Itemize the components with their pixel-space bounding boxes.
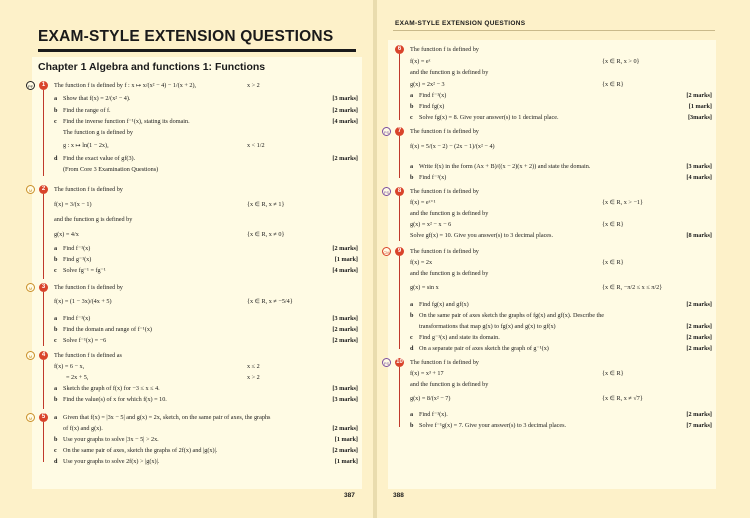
domain-condition: {x ∈ R} <box>602 370 624 377</box>
part-text: Find the value(s) of x for which f(x) = 10. <box>63 396 167 403</box>
domain-condition: {x ∈ R, x ≠ 0} <box>247 231 285 238</box>
tag-m-icon: M <box>26 413 35 422</box>
domain-condition: {x ∈ R, x > −1} <box>602 199 643 206</box>
part-text: Find fg(x) <box>419 103 445 110</box>
marks-label: [2 marks] <box>332 337 358 344</box>
part-text: Show that f(x) = 2/(x² − 4). <box>63 95 131 102</box>
marks-label: [1 mark] <box>334 458 358 465</box>
part-b <box>410 423 566 429</box>
domain-condition: {x ∈ R} <box>602 221 624 228</box>
function-definition: g : x ↦ ln(1 − 2x), <box>63 142 109 149</box>
question-rule <box>399 256 400 349</box>
part-text: Solve f⁻¹g(x) = 7. Give your answer(s) to 3 decimal places. <box>419 422 567 429</box>
marks-label: [2 marks] <box>332 425 358 432</box>
question-rule <box>399 136 400 178</box>
question-text: and the function g is defined by <box>410 210 489 217</box>
question-rule <box>399 54 400 120</box>
function-definition: f(x) = eˣ <box>410 58 431 65</box>
part-label: b <box>54 326 58 333</box>
part-text: Find f⁻¹(x) <box>419 174 447 181</box>
part-label: b <box>410 422 414 429</box>
part-text: transformations that map g(x) to fg(x) and g(x) to gf(x) <box>419 323 556 330</box>
part-label: b <box>410 312 414 319</box>
function-definition: f(x) = 5/(x − 2) − (2x − 1)/(x² − 4) <box>410 143 495 150</box>
question-text: The function f is defined by <box>410 46 479 53</box>
marks-label: [1 mark] <box>334 436 358 443</box>
domain-condition: {x ∈ R, −π/2 ≤ x ≤ π/2} <box>602 284 663 291</box>
tag-m-icon: M <box>26 283 35 292</box>
page-number-right: 388 <box>393 492 404 499</box>
part-text: Find g⁻¹(x) and state its domain. <box>419 334 500 341</box>
domain-condition: {x ∈ R, x ≠ √7} <box>602 395 643 402</box>
part-text: Sketch the graph of f(x) for −3 ≤ x ≤ 4. <box>63 385 160 392</box>
question-text: The function f is defined as <box>54 352 122 359</box>
part-label: a <box>410 92 414 99</box>
part-label: a <box>410 163 414 170</box>
tag-cm-icon: CM <box>382 247 391 256</box>
marks-label: [2 marks] <box>686 92 712 99</box>
question-text: The function f is defined by <box>410 248 479 255</box>
part-label: b <box>54 107 58 114</box>
domain-condition: {x ∈ R, x ≠ −5/4} <box>247 298 293 305</box>
question-text: The function f is defined by <box>410 359 479 366</box>
part-b <box>410 104 444 110</box>
marks-label: [3marks] <box>687 114 712 121</box>
part-label: c <box>54 447 57 454</box>
part-a <box>410 412 448 418</box>
marks-label: [2 marks] <box>686 334 712 341</box>
part-c <box>410 335 500 341</box>
part-text: Solve f⁻¹(x) = −6 <box>63 337 107 344</box>
part-text: Find g⁻¹(x) <box>63 256 92 263</box>
question-rule <box>399 367 400 427</box>
function-definition: g(x) = sin x <box>410 284 439 291</box>
domain-condition: {x ∈ R, x > 0} <box>602 58 640 65</box>
question-number: 6 <box>395 45 404 54</box>
questions-panel-right <box>383 40 716 489</box>
domain-condition: {x ∈ R, x ≠ 1} <box>247 201 285 208</box>
part-label: d <box>54 155 58 162</box>
marks-label: [2 marks] <box>332 245 358 252</box>
question-number: 10 <box>396 359 403 365</box>
part-label: a <box>54 315 58 322</box>
function-definition: f(x) = 3/(x − 1) <box>54 201 92 208</box>
part-text: Find f⁻¹(x) <box>63 245 91 252</box>
marks-label: [3 marks] <box>332 95 358 102</box>
domain-condition: {x ∈ R} <box>602 259 624 266</box>
part-label: a <box>54 245 58 252</box>
part-label: b <box>410 103 414 110</box>
part-label: c <box>54 337 57 344</box>
marks-label: [2 marks] <box>332 155 358 162</box>
domain-condition: x > 2 <box>247 82 260 89</box>
marks-label: [3 marks] <box>332 385 358 392</box>
tag-ps-icon: PS <box>382 187 391 196</box>
part-label: b <box>54 396 58 403</box>
part-text: Find f⁻¹(x) <box>63 315 91 322</box>
question-number: 9 <box>395 247 404 256</box>
tag-ps-icon: PS <box>382 358 391 367</box>
marks-label: [4 marks] <box>686 174 712 181</box>
tag-ps-icon: PS <box>382 127 391 136</box>
marks-label: [3 marks] <box>686 163 712 170</box>
part-text: of f(x) and g(x). <box>63 425 103 432</box>
function-definition: g(x) = x² − x − 6 <box>410 221 452 228</box>
question-number: 2 <box>39 185 48 194</box>
marks-label: [2 marks] <box>332 326 358 333</box>
part-label: d <box>410 345 414 352</box>
part-label: b <box>54 436 58 443</box>
part-text: Solve fg⁻¹ = fg⁻¹ <box>63 267 106 274</box>
question-text: and the function g is defined by <box>410 69 489 76</box>
marks-label: [4 marks] <box>332 267 358 274</box>
part-label: a <box>54 385 58 392</box>
part-text: Find the domain and range of f⁻¹(x) <box>63 326 152 333</box>
part-label: b <box>54 256 58 263</box>
function-definition: f(x) = 6 − x, <box>54 363 85 370</box>
marks-label: [2 marks] <box>686 411 712 418</box>
part-text: On the same pair of axes sketch the graphs of fg(x) and gf(x). Describe the <box>419 312 605 319</box>
part-label: a <box>54 414 58 421</box>
question-number: 8 <box>395 187 404 196</box>
part-label: a <box>410 411 414 418</box>
page-title: EXAM-STYLE EXTENSION QUESTIONS <box>38 28 334 45</box>
question-text: and the function g is defined by <box>54 216 133 223</box>
part-label: c <box>410 334 413 341</box>
function-definition: f(x) = eˣ⁺¹ <box>410 199 436 206</box>
domain-condition: x < 1/2 <box>247 142 265 149</box>
part-text: Use your graphs to solve |3x − 5| > 2x. <box>63 436 159 443</box>
part-b <box>410 313 604 319</box>
part-text: On a separate pair of axes sketch the graph of g⁻¹(x) <box>419 345 549 352</box>
part-text: Find the inverse function f⁻¹(x), stating its domain. <box>63 118 190 125</box>
running-head: EXAM-STYLE EXTENSION QUESTIONS <box>395 20 526 27</box>
function-definition: f(x) = 2x <box>410 259 433 266</box>
domain-condition: x > 2 <box>247 374 260 381</box>
marks-label: [3 marks] <box>332 396 358 403</box>
part-text: On the same pair of axes, sketch the graphs of 2f(x) and |g(x)|. <box>63 447 218 454</box>
part-text: Solve fg(x) = 8. Give your answer(s) to 1 decimal place. <box>419 114 559 121</box>
function-definition: = 2x + 5, <box>66 374 89 381</box>
part-text: Given that f(x) = |3x − 5| and g(x) = 2x, sketch, on the same pair of axes, the graphs <box>63 414 271 421</box>
question-number: 4 <box>39 351 48 360</box>
source-note: (From Core 3 Examination Questions) <box>63 166 159 173</box>
part-text: Write f(x) in the form (Ax + B)/((x − 2)(x + 2)) and state the domain. <box>419 163 591 170</box>
domain-condition: x ≤ 2 <box>247 363 260 370</box>
part-label: b <box>410 174 414 181</box>
function-definition: g(x) = 8/(x² − 7) <box>410 395 451 402</box>
running-head-rule <box>393 30 715 31</box>
page-number-left: 387 <box>344 492 355 499</box>
part-a <box>410 93 446 99</box>
part-label: c <box>54 118 57 125</box>
part-label: c <box>410 114 413 121</box>
marks-label: [3 marks] <box>332 315 358 322</box>
part-text: Find the range of f. <box>63 107 111 114</box>
question-text: The function f is defined by <box>54 284 123 291</box>
marks-label: [8 marks] <box>686 232 712 239</box>
part-a <box>410 164 590 170</box>
tag-m-icon: M <box>26 351 35 360</box>
part-text: Use your graphs to solve 2f(x) > |g(x)|. <box>63 458 160 465</box>
marks-label: [4 marks] <box>332 118 358 125</box>
function-definition: f(x) = (1 − 3x)/(4x + 5) <box>54 298 112 305</box>
marks-label: [7 marks] <box>686 422 712 429</box>
marks-label: [2 marks] <box>332 107 358 114</box>
chapter-title: Chapter 1 Algebra and functions 1: Functions <box>38 61 266 73</box>
marks-label: [2 marks] <box>332 447 358 454</box>
part-a <box>410 302 469 308</box>
marks-label: [1 mark] <box>688 103 712 110</box>
part-b <box>410 175 446 181</box>
question-text: The function f is defined by f : x ↦ x/(x² − 4) − 1/(x + 2), <box>54 82 197 89</box>
question-text: Solve gf(x) = 10. Give you answer(s) to 3 decimal places. <box>410 232 554 239</box>
question-number: 1 <box>39 81 48 90</box>
function-definition: g(x) = 4/x <box>54 231 79 238</box>
question-number: 3 <box>39 283 48 292</box>
question-text: and the function g is defined by <box>410 381 489 388</box>
domain-condition: {x ∈ R} <box>602 81 624 88</box>
part-label: a <box>54 95 58 102</box>
marks-label: [1 mark] <box>334 256 358 263</box>
marks-label: [2 marks] <box>686 323 712 330</box>
part-text: Find f⁻¹(x) <box>419 92 447 99</box>
question-text: The function f is defined by <box>54 186 123 193</box>
marks-label: [2 marks] <box>686 345 712 352</box>
part-text: Find fg(x) and gf(x) <box>419 301 469 308</box>
part-c <box>410 115 559 121</box>
tag-pf-icon: PF <box>26 81 35 90</box>
part-label: c <box>54 267 57 274</box>
marks-label: [2 marks] <box>686 301 712 308</box>
part-d <box>410 346 549 352</box>
tag-m-icon: M <box>26 185 35 194</box>
question-text: The function g is defined by <box>63 129 133 136</box>
question-text: The function f is defined by <box>410 128 479 135</box>
part-text: Find f⁻¹(x). <box>419 411 448 418</box>
question-rule <box>399 196 400 241</box>
part-label: d <box>54 458 58 465</box>
question-number: 5 <box>39 413 48 422</box>
question-text: and the function g is defined by <box>410 270 489 277</box>
part-text: Find the exact value of gf(3). <box>63 155 136 162</box>
question-number: 7 <box>395 127 404 136</box>
part-label: a <box>410 301 414 308</box>
question-text: The function f is defined by <box>410 188 479 195</box>
function-definition: g(x) = 2x² − 3 <box>410 81 445 88</box>
function-definition: f(x) = x³ + 17 <box>410 370 444 377</box>
